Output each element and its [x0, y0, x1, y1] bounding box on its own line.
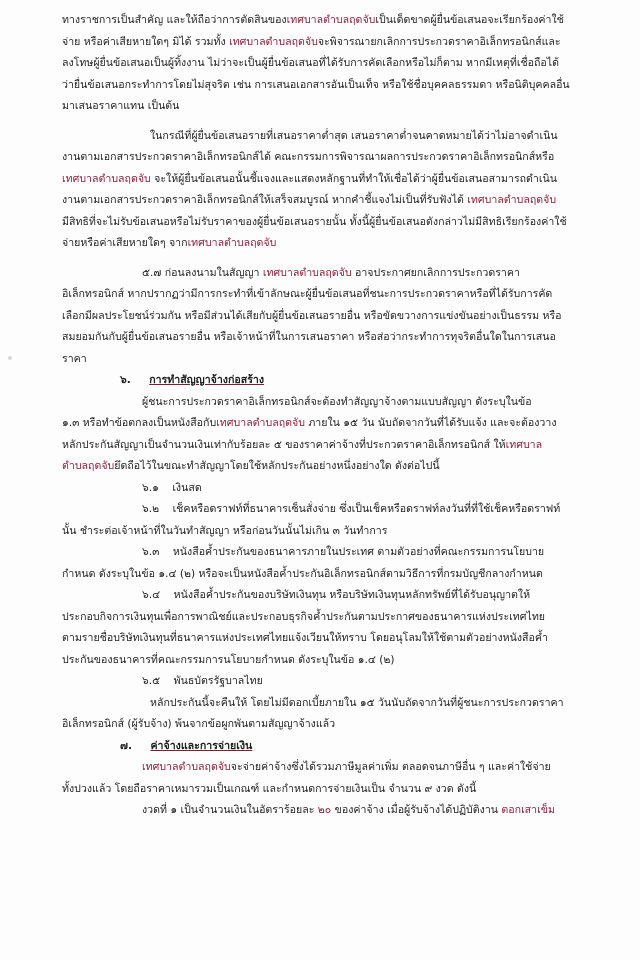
text-line: จ่ายหรือค่าเสียหายใดๆ จากเทศบาลตำบลฤดจับ — [62, 237, 277, 249]
municipality-name: เทศบาลตำบลฤดจับ — [187, 237, 277, 249]
text-line: ๕.๗ ก่อนลงนามในสัญญา เทศบาลตำบลฤดจับ อาจประกาศยกเลิกการประกวดราคา — [142, 266, 520, 279]
text-line: กำหนด ดังระบุในข้อ ๑.๔ (๒) หรือจะเป็นหนังสือค้ำประกันอิเล็กทรอนิกส์ตามวิธีการที่กรมบัญชีกลางกำหนด — [62, 567, 543, 580]
text-line: ๑.๓ หรือทำข้อตกลงเป็นหนังสือกับเทศบาลตำบลฤดจับ ภายใน ๑๕ วัน นับถัดจากวันที่ได้รับแจ้ง และจะต้องวาง — [62, 417, 557, 429]
text-line: จ่าย หรือค่าเสียหายใดๆ มิได้ รวมทั้ง เทศบาลตำบลฤดจับจะพิจารณายกเลิกการประกวดราคาอิเล็กทรอนิกส์และ — [62, 35, 561, 48]
text-line: ตำบลฤดจับยึดถือไว้ในขณะทำสัญญาโดยใช้หลักประกันอย่างหนึ่งอย่างใด ดังต่อไปนี้ — [62, 460, 440, 472]
text-line: อิเล็กทรอนิกส์ หากปรากฏว่ามีการกระทำที่เข้าลักษณะผู้ยื่นข้อเสนอที่ชนะการประกวดราคาหรือที่ได้รับการคัด — [62, 288, 553, 300]
municipality-name: เทศบาล — [505, 438, 543, 451]
text-line: เทศบาลตำบลฤดจับจะจ่ายค่าจ้างซึ่งได้รวมภาษีมูลค่าเพิ่ม ตลอดจนภาษีอื่น ๆ และค่าใช้จ่าย — [142, 761, 551, 773]
text-line: ประกอบกิจการเงินทุนเพื่อการพาณิชย์และประกอบธุรกิจค้ำประกันตามประกาศของธนาคารแห่งประเทศไทย — [62, 610, 546, 623]
text-line: งวดที่ ๑ เป็นจำนวนเงินในอัตราร้อยละ ๒๐ ของค่าจ้าง เมื่อผู้รับจ้างได้ปฏิบัติงาน ตอกเสาเข็ม — [142, 804, 555, 816]
municipality-name: เทศบาลตำบลฤดจับ — [142, 761, 231, 773]
text-line: ทางราชการเป็นสำคัญ และให้ถือว่าการตัดสินของเทศบาลตำบลฤดจับเป็นเด็ดขาดผู้ยื่นข้อเสนอจะเรียกร้องค่าใช้ — [62, 14, 564, 26]
text-line: เทศบาลตำบลฤดจับ จะให้ผู้ยื่นข้อเสนอนั้นชี้แจงและแสดงหลักฐานที่ทำให้เชื่อได้ว่าผู้ยื่นข้อเสนอสามารถดำเนิน — [62, 172, 557, 185]
municipality-name: เทศบาลตำบลฤดจับ — [229, 35, 318, 48]
punch-hole-mark — [8, 356, 12, 360]
text-line: อิเล็กทรอนิกส์ (ผู้รับจ้าง) พ้นจากข้อผูกพันตามสัญญาจ้างแล้ว — [62, 718, 336, 730]
municipality-name: เทศบาลตำบลฤดจับ — [286, 14, 376, 26]
text-line: นั้น ชำระต่อเจ้าหน้าที่ในวันทำสัญญา หรือก่อนวันนั้นไม่เกิน ๓ วันทำการ — [62, 524, 388, 537]
text-line: หลักประกันสัญญาเป็นจำนวนเงินเท่ากับร้อยละ ๕ ของราคาค่าจ้างที่ประกวดราคาอิเล็กทรอนิกส์ ให้เทศบาล — [62, 438, 543, 451]
list-item: ๖.๕ พันธบัตรรัฐบาลไทย — [142, 675, 263, 687]
text-line: ตามรายชื่อบริษัทเงินทุนที่ธนาคารแห่งประเทศไทยแจ้งเวียนให้ทราบ โดยอนุโลมให้ใช้ตามตัวอย่างหนังสือค้ำ — [62, 632, 548, 644]
list-item: ๖.๓ หนังสือค้ำประกันของธนาคารภายในประเทศ ตามตัวอย่างที่คณะกรรมการนโยบาย — [142, 546, 545, 558]
text-line: สมยอมกันกับผู้ยื่นข้อเสนอรายอื่น หรือเจ้าหน้าที่ในการเสนอราคา หรือส่อว่ากระทำการทุจริตอื่นใดในการเสนอ — [62, 331, 556, 343]
text-line: มีสิทธิที่จะไม่รับข้อเสนอหรือไม่รับราคาของผู้ยื่นข้อเสนอรายนั้น ทั้งนี้ผู้ยื่นข้อเสนอดังกล่าวไม่มีสิทธิเรียกร้องค่าใช้ — [62, 215, 567, 228]
percentage-value: ๒๐ — [317, 804, 332, 816]
municipality-name: ตำบลฤดจับ — [62, 460, 115, 472]
list-item: ๖.๑ เงินสด — [142, 481, 202, 494]
text-line: หลักประกันนี้จะคืนให้ โดยไม่มีดอกเบี้ยภายใน ๑๕ วันนับถัดจากวันที่ผู้ชนะการประกวดราคา — [150, 696, 564, 709]
municipality-name: เทศบาลตำบลฤดจับ — [467, 194, 557, 206]
text-line: ประกันของธนาคารที่คณะกรรมการนโยบายกำหนด ดังระบุในข้อ ๑.๔ (๒) — [62, 653, 395, 666]
section-heading: ๗. ค่าจ้างและการจ่ายเงิน — [120, 739, 253, 752]
text-line: มาเสนอราคาแทน เป็นต้น — [62, 100, 180, 112]
municipality-name: เทศบาลตำบลฤดจับ — [262, 266, 352, 279]
text-line: ในกรณีที่ผู้ยื่นข้อเสนอรายที่เสนอราคาต่ำสุด เสนอราคาต่ำจนคาดหมายได้ว่าไม่อาจดำเนิน — [150, 129, 558, 142]
text-line: ราคา — [62, 352, 87, 365]
text-line: ว่ายื่นข้อเสนอกระทำการโดยไม่สุจริต เช่น การเสนอเอกสารอันเป็นเท็จ หรือใช้ชื่อบุคคลธรรมดา หรือนิติบุคคลอื่น — [62, 78, 570, 91]
text-line: ผู้ชนะการประกวดราคาอิเล็กทรอนิกส์จะต้องทำสัญญาจ้างตามแบบสัญญา ดังระบุในข้อ — [142, 395, 532, 408]
text-line: ลงโทษผู้ยื่นข้อเสนอเป็นผู้ทิ้งงาน ไม่ว่าจะเป็นผู้ยื่นข้อเสนอที่ได้รับการคัดเลือกหรือไม่ก็ตาม หากมีเหตุที่เชื่อถือได้ — [62, 57, 560, 69]
work-item: ตอกเสาเข็ม — [501, 804, 555, 816]
text-line: งานตามเอกสารประกวดราคาอิเล็กทรอนิกส์ได้ คณะกรรมการพิจารณาผลการประกวดราคาอิเล็กทรอนิกส์หรือ — [62, 151, 555, 163]
text-line: ทั้งปวงแล้ว โดยถือราคาเหมารวมเป็นเกณฑ์ และกำหนดการจ่ายเงินเป็น จำนวน ๙ งวด ดังนี้ — [62, 782, 477, 795]
document-body — [62, 10, 574, 822]
list-item: ๖.๔ หนังสือค้ำประกันของบริษัทเงินทุน หรือบริษัทเงินทุนหลักทรัพย์ที่ได้รับอนุญาตให้ — [142, 589, 531, 601]
text-line: เลือกมีผลประโยชน์ร่วมกัน หรือมีส่วนได้เสียกับผู้ยื่นข้อเสนอรายอื่น หรือขัดขวางการแข่งขันอย่างเป็นธรรม หรือ — [62, 309, 562, 322]
municipality-name: เทศบาลตำบลฤดจับ — [216, 417, 305, 429]
section-heading: ๖. การทำสัญญาจ้างก่อสร้าง — [120, 374, 265, 386]
text-line: งานตามเอกสารประกวดราคาอิเล็กทรอนิกส์ให้เสร็จสมบูรณ์ หากคำชี้แจงไม่เป็นที่รับฟังได้ เทศบาลตำบลฤดจับ — [62, 194, 557, 206]
municipality-name: เทศบาลตำบลฤดจับ — [62, 172, 151, 185]
list-item: ๖.๒ เช็คหรือดราฟท์ที่ธนาคารเซ็นสั่งจ่าย ซึ่งเป็นเช็คหรือดราฟท์ลงวันที่ที่ใช้เช็คหรือดราฟท์ — [142, 503, 561, 515]
